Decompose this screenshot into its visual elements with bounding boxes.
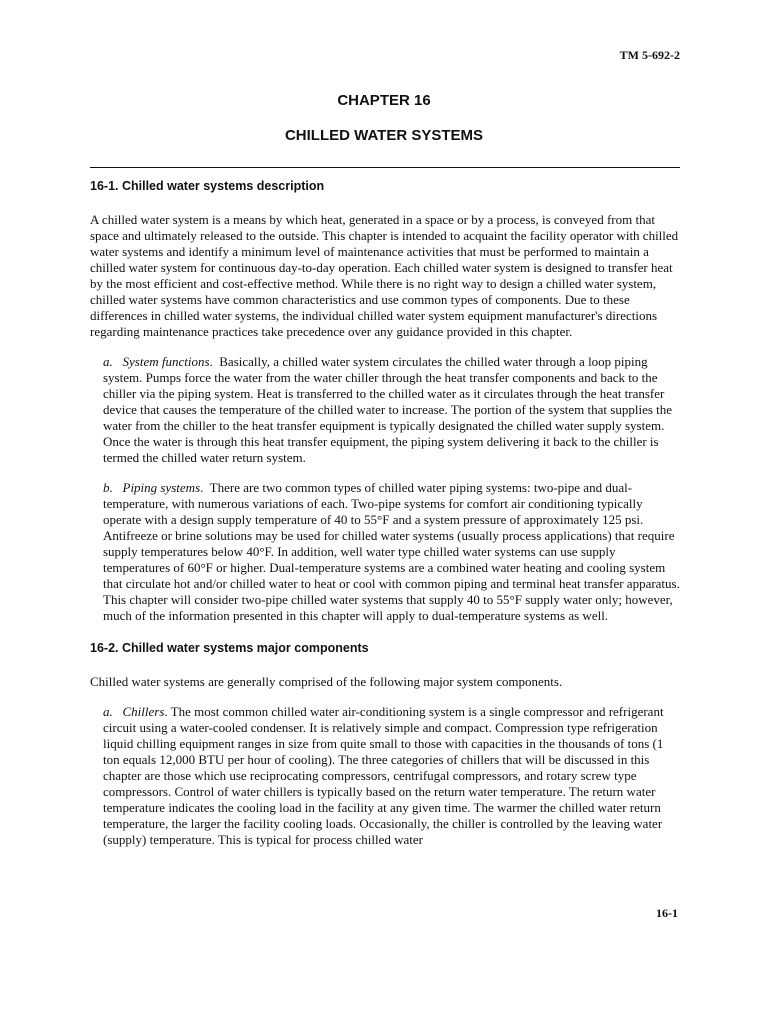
chapter-number: CHAPTER 16 [337,92,431,109]
title-divider [90,167,680,168]
subsection-text: There are two common types of chilled water piping systems: two-pipe and dual-temperature, with numerous variations of each. Two-pipe systems for comfort air conditioning typically operate with a design supply temperature of 40 to 55°F and a system pressure of approximately 125 psi. Antifreeze or brine solutions may be used for chilled water systems (usually process applications) that require supply temperatures below 40°F. In addition, well water type chilled water systems can use supply temperatures of 60°F or higher. Dual-temperature systems are a combined water heating and cooling system that circulate hot and/or chilled water to heat or cool with common piping and terminal heat transfer apparatus. This chapter will consider two-pipe chilled water systems that supply 40 to 55°F supply water only; however, much of the information presented in this chapter will apply to dual-temperature systems as well. [103,480,680,623]
chapter-title: CHILLED WATER SYSTEMS [284,127,484,144]
body-paragraph: A chilled water system is a means by which heat, generated in a space or by a process, is conveyed from that space and ultimately released to the outside. This chapter is intended to acquaint the facility operator with chilled water systems and identify a minimum level of maintenance activities that must be performed to maintain a chilled water system for continuous day-to-day operation. Each chilled water system is designed to transfer heat by the most efficient and cost-effective method. While there is no right way to design a chilled water system, chilled water systems have common characteristics and use common types of components. Due to these differences in chilled water systems, the individual chilled water system equipment manufacturer's directions regarding maintenance practices take precedence over any guidance provided in this chapter. [90,212,679,339]
subsection-paragraph: a. System functions. Basically, a chilled water system circulates the chilled water through a loop piping system. Pumps force the water from the water chiller through the heat transfer components and back to the chiller via the piping system. Heat is transferred to the chilled water as it circulates through the heat transfer device that causes the temperature of the chilled water to increase. The portion of the system that supplies the water from the chiller to the heat transfer equipment is typically designated the chilled water supply system. Once the water is through this heat transfer equipment, the piping system delivering it back to the chiller is termed the chilled water return system. [103,354,673,465]
subsection-term: Chillers [122,704,165,719]
section-heading: 16-1. Chilled water systems description [90,179,325,193]
subsection-text: The most common chilled water air-conditioning system is a single compressor and refrigerant circuit using a water-cooled condenser. It is relatively simple and compact. Compression type refrigeration liquid chilling equipment ranges in size from quite small to those with capacities in the thousands of tons (1 ton equals 12,000 BTU per hour of cooling). The three categories of chillers that will be discussed in this chapter are those which use reciprocating compressors, centrifugal compressors, and rotary screw type compressors. Control of water chillers is typically based on the return water temperature. The return water temperature indicates the cooling load in the facility at any given time. The warmer the chilled water return temperature, the larger the facility cooling loads. Occasionally, the chiller is controlled by the leaving water (supply) temperature. This is typical for process chilled water [103,704,664,847]
subsection-term: System functions [122,354,210,369]
section-heading: 16-2. Chilled water systems major components [90,641,369,655]
subsection-letter: b. [103,480,113,495]
subsection-letter: a. [103,354,113,369]
body-content [90,178,680,848]
document-reference: TM 5-692-2 [619,48,680,62]
subsection-term: Piping systems [122,480,201,495]
subsection-letter: a. [103,704,113,719]
subsection-text: Basically, a chilled water system circulates the chilled water through a loop piping system. Pumps force the water from the water chiller through the heat transfer components and back to the chiller via the piping system. Heat is transferred to the chilled water as it circulates through the heat transfer device that causes the temperature of the chilled water to increase. The portion of the system that supplies the water from the chiller to the heat transfer equipment is typically designated the chilled water supply system. Once the water is through this heat transfer equipment, the piping system delivering it back to the chiller is termed the chilled water return system. [103,354,673,465]
body-paragraph: Chilled water systems are generally comprised of the following major system components. [90,674,563,689]
subsection-paragraph: b. Piping systems. There are two common types of chilled water piping systems: two-pipe and dual-temperature, with numerous variations of each. Two-pipe systems for comfort air conditioning typically operate with a design supply temperature of 40 to 55°F and a system pressure of approximately 125 psi. Antifreeze or brine solutions may be used for chilled water systems (usually process applications) that require supply temperatures below 40°F. In addition, well water type chilled water systems can use supply temperatures of 60°F or higher. Dual-temperature systems are a combined water heating and cooling system that circulate hot and/or chilled water to heat or cool with common piping and terminal heat transfer apparatus. This chapter will consider two-pipe chilled water systems that supply 40 to 55°F supply water only; however, much of the information presented in this chapter will apply to dual-temperature systems as well. [103,480,680,623]
page-number: 16-1 [656,906,678,920]
subsection-paragraph: a. Chillers. The most common chilled water air-conditioning system is a single compressor and refrigerant circuit using a water-cooled condenser. It is relatively simple and compact. Compression type refrigeration liquid chilling equipment ranges in size from quite small to those with capacities in the thousands of tons (1 ton equals 12,000 BTU per hour of cooling). The three categories of chillers that will be discussed in this chapter are those which use reciprocating compressors, centrifugal compressors, and rotary screw type compressors. Control of water chillers is typically based on the return water temperature. The return water temperature indicates the cooling load in the facility at any given time. The warmer the chilled water return temperature, the larger the facility cooling loads. Occasionally, the chiller is controlled by the leaving water (supply) temperature. This is typical for process chilled water [103,704,664,847]
